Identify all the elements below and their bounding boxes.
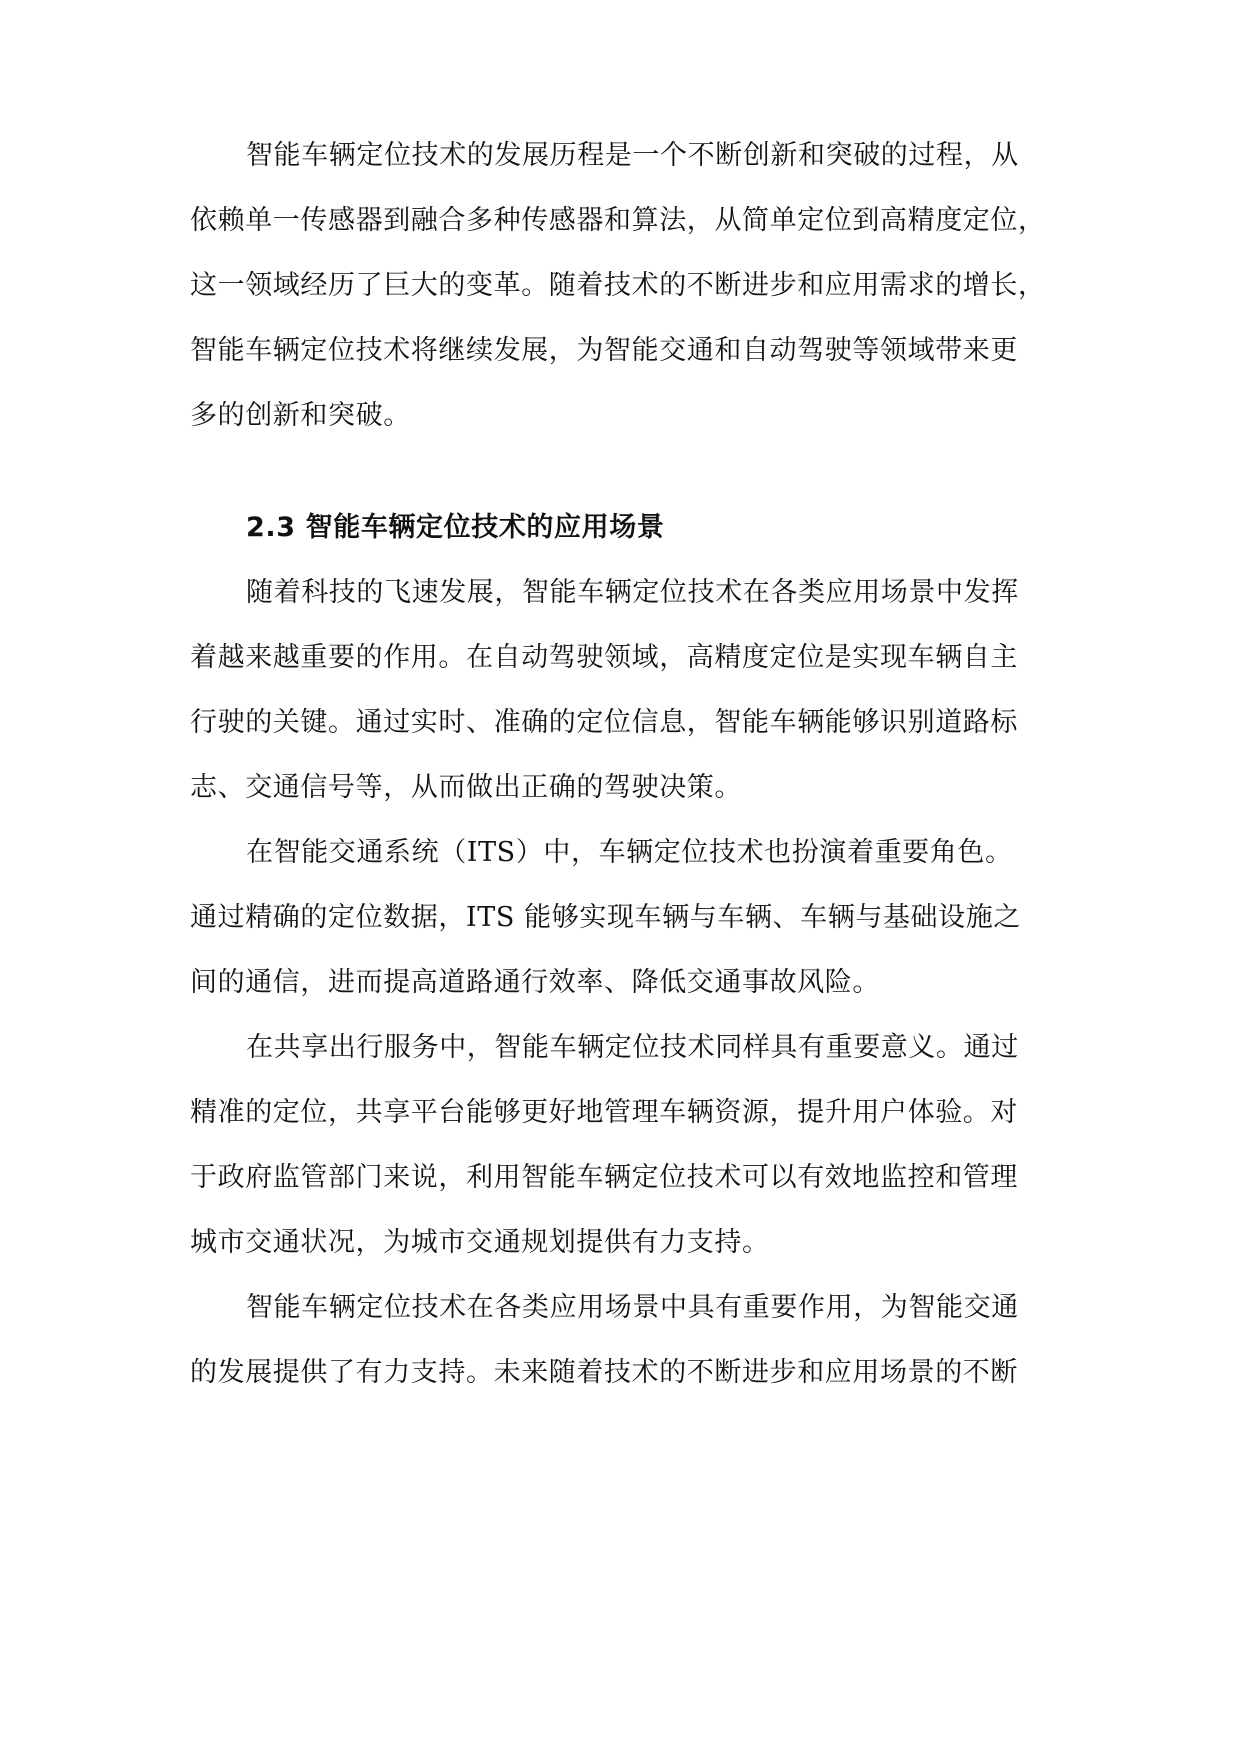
paragraph-1-line-3: 这一领域经历了巨大的变革。随着技术的不断进步和应用需求的增长， [190, 270, 1046, 301]
paragraph-4-line-1: 在共享出行服务中，智能车辆定位技术同样具有重要意义。通过 [246, 1032, 1019, 1063]
paragraph-1-line-2: 依赖单一传感器到融合多种传感器和算法，从简单定位到高精度定位， [190, 205, 1046, 236]
paragraph-3-line-3: 间的通信，进而提高道路通行效率、降低交通事故风险。 [190, 967, 880, 998]
paragraph-1-line-5: 多的创新和突破。 [190, 400, 411, 431]
paragraph-3-line-2: 通过精确的定位数据，ITS 能够实现车辆与车辆、车辆与基础设施之 [190, 902, 1021, 933]
paragraph-2-line-3: 行驶的关键。通过实时、准确的定位信息，智能车辆能够识别道路标 [190, 707, 1018, 738]
paragraph-4-line-2: 精准的定位，共享平台能够更好地管理车辆资源，提升用户体验。对 [190, 1097, 1018, 1128]
paragraph-5-line-2: 的发展提供了有力支持。未来随着技术的不断进步和应用场景的不断 [190, 1357, 1018, 1388]
paragraph-1-line-4: 智能车辆定位技术将继续发展，为智能交通和自动驾驶等领域带来更 [190, 335, 1018, 366]
section-heading: 2.3 智能车辆定位技术的应用场景 [246, 512, 665, 543]
paragraph-1-line-1: 智能车辆定位技术的发展历程是一个不断创新和突破的过程，从 [246, 140, 1019, 171]
paragraph-4-line-4: 城市交通状况，为城市交通规划提供有力支持。 [190, 1227, 770, 1258]
paragraph-5-line-1: 智能车辆定位技术在各类应用场景中具有重要作用，为智能交通 [246, 1292, 1019, 1323]
paragraph-2-line-2: 着越来越重要的作用。在自动驾驶领域，高精度定位是实现车辆自主 [190, 642, 1018, 673]
paragraph-3-line-1: 在智能交通系统（ITS）中，车辆定位技术也扮演着重要角色。 [246, 837, 1013, 868]
paragraph-4-line-3: 于政府监管部门来说，利用智能车辆定位技术可以有效地监控和管理 [190, 1162, 1018, 1193]
paragraph-2-line-1: 随着科技的飞速发展，智能车辆定位技术在各类应用场景中发挥 [246, 577, 1019, 608]
paragraph-2-line-4: 志、交通信号等，从而做出正确的驾驶决策。 [190, 772, 742, 803]
